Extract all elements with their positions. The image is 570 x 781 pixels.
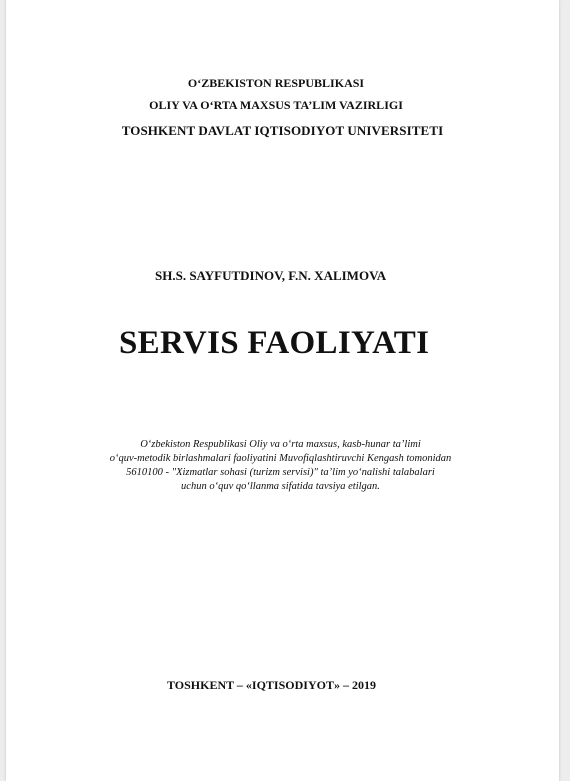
ministry-header (6, 72, 559, 116)
recommendation-line: o‘quv-metodik birlashmalari faoliyatini Muvofiqlashtiruvchi Kengash tomonidan (109, 453, 452, 464)
recommendation-line: uchun o‘quv qo‘llanma sifatida tavsiya etilgan. (181, 481, 380, 492)
publisher-imprint: TOSHKENT – «IQTISODIYOT» – 2019 (167, 678, 376, 692)
recommendation-note (6, 438, 559, 494)
book-title: SERVIS FAOLIYATI (119, 325, 430, 361)
authors: SH.S. SAYFUTDINOV, F.N. XALIMOVA (155, 268, 387, 283)
university-name: TOSHKENT DAVLAT IQTISODIYOT UNIVERSITETI (121, 123, 444, 138)
document-page (6, 0, 559, 781)
recommendation-line: O‘zbekiston Respublikasi Oliy va o‘rta maxsus, kasb-hunar ta’limi (140, 439, 421, 450)
ministry-name: OLIY VA O‘RTA MAXSUS TA’LIM VAZIRLIGI (149, 98, 403, 112)
recommendation-line: 5610100 - "Xizmatlar sohasi (turizm servisi)" ta’lim yo‘nalishi talabalari (126, 467, 435, 478)
republic-name: O‘ZBEKISTON RESPUBLIKASI (187, 76, 365, 90)
